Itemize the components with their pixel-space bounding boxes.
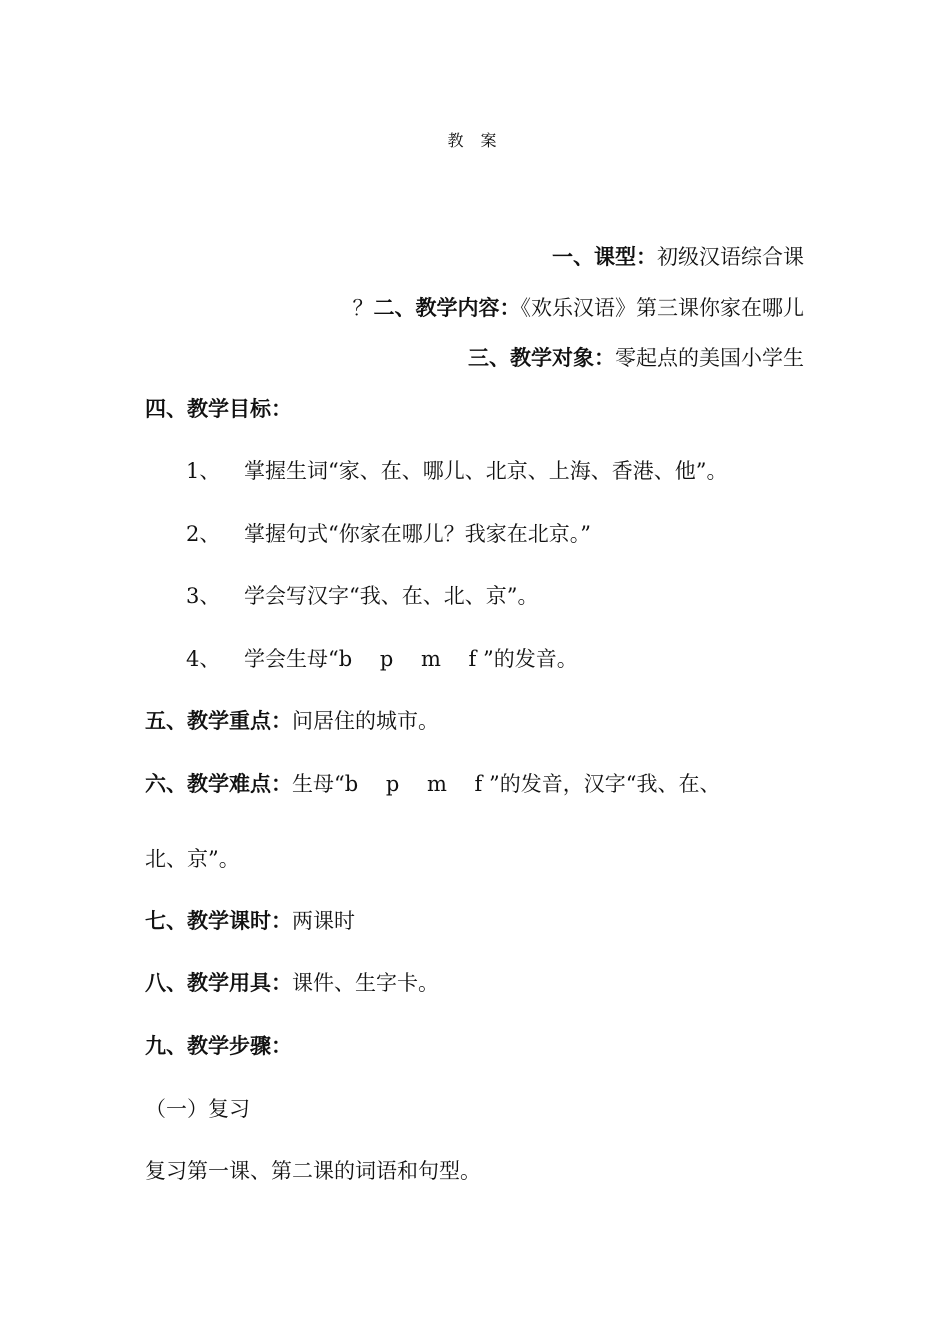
content-line	[353, 292, 805, 322]
steps-heading: 九、教学步骤：	[145, 1034, 292, 1058]
lesson-type-label: 一、课型：	[552, 245, 657, 269]
tools-label: 八、教学用具：	[145, 971, 292, 995]
goal-item	[186, 518, 591, 548]
goal-number: 3、	[186, 584, 221, 608]
hours-line	[145, 905, 355, 935]
content-prefix: ？	[352, 296, 374, 320]
audience-line	[468, 342, 804, 372]
goal-item	[186, 580, 538, 610]
document-title: 教 案	[447, 131, 503, 150]
audience-value: 零起点的美国小学生	[615, 346, 804, 370]
goal-text: 学会生母“b p m f ”的发音。	[244, 647, 578, 671]
content-label: 二、教学内容：	[373, 296, 521, 320]
goal-text: 掌握句式“你家在哪儿？我家在北京。”	[244, 522, 591, 546]
review-text: 复习第一课、第二课的词语和句型。	[145, 1159, 481, 1183]
review-heading: （一）复习	[145, 1097, 250, 1121]
key-points-line	[145, 705, 439, 735]
audience-label: 三、教学对象：	[468, 346, 615, 370]
hours-label: 七、教学课时：	[145, 909, 292, 933]
goal-number: 2、	[186, 522, 221, 546]
difficulties-line	[145, 768, 720, 798]
goals-heading: 四、教学目标：	[145, 397, 292, 421]
goal-text: 学会写汉字“我、在、北、京”。	[244, 584, 539, 608]
lesson-type-line	[552, 241, 804, 271]
goal-text: 掌握生词“家、在、哪儿、北京、上海、香港、他”。	[244, 459, 728, 483]
tools-line	[145, 967, 439, 997]
tools-value: 课件、生字卡。	[292, 971, 439, 995]
difficulties-continuation: 北、京”。	[145, 847, 240, 871]
goal-number: 1、	[186, 459, 221, 483]
content-value: 《欢乐汉语》第三课你家在哪儿	[520, 296, 804, 320]
lesson-type-value: 初级汉语综合课	[657, 245, 804, 269]
goal-item	[186, 455, 727, 485]
difficulties-value: 生母“b p m f ”的发音，汉字“我、在、	[292, 772, 721, 796]
difficulties-label: 六、教学难点：	[145, 772, 292, 796]
goal-item	[186, 643, 578, 673]
key-points-label: 五、教学重点：	[145, 709, 292, 733]
goal-number: 4、	[186, 647, 221, 671]
hours-value: 两课时	[292, 909, 355, 933]
key-points-value: 问居住的城市。	[292, 709, 439, 733]
